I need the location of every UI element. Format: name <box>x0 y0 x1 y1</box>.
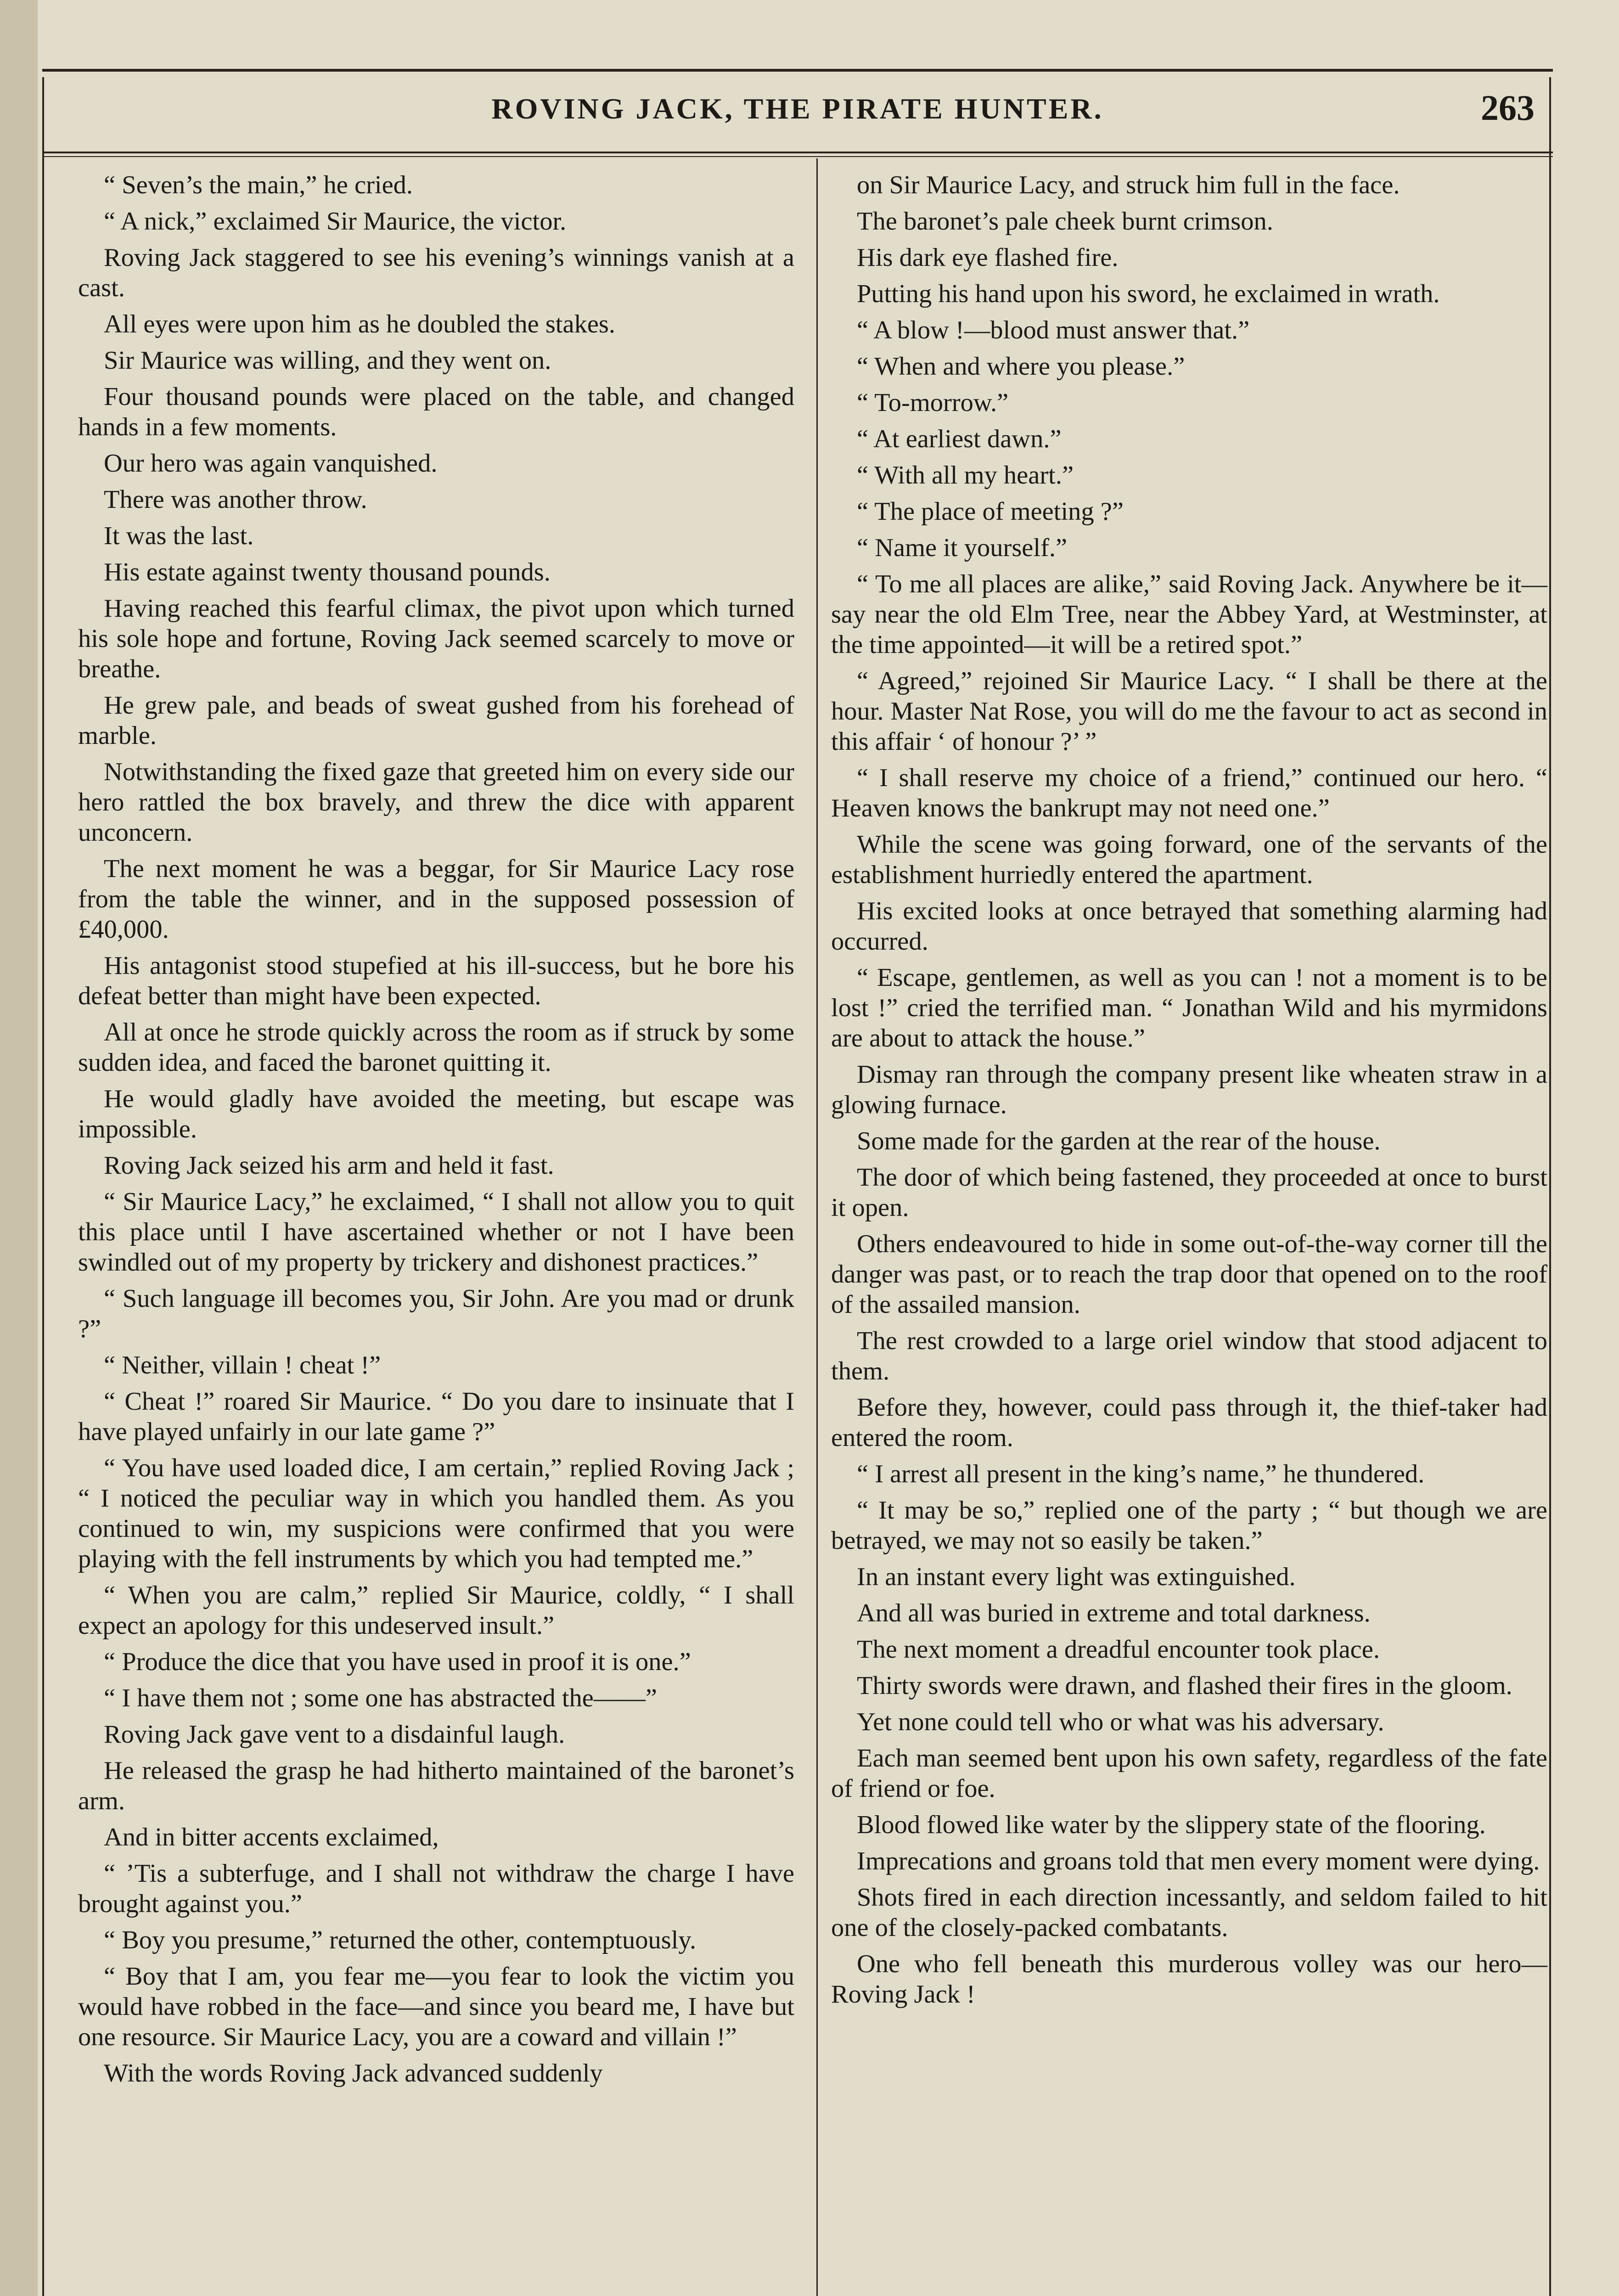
paragraph: “ I arrest all present in the king’s name,” he thundered. <box>857 1460 1425 1488</box>
paragraph: One who fell beneath this murderous volley was our hero—Roving Jack ! <box>831 1950 1547 2009</box>
paragraph: “ To me all places are alike,” said Roving Jack. Anywhere be it—say near the old Elm Tree, near the Abbey Yard, at Westminster, at the time appointed—it will be a retired spot.” <box>831 570 1547 659</box>
paragraph: “ I have them not ; some one has abstracted the——” <box>104 1684 657 1712</box>
left-column <box>78 170 794 2094</box>
right-column <box>831 170 1547 2015</box>
paragraph: The next moment a dreadful encounter took place. <box>857 1635 1380 1664</box>
paragraph: Sir Maurice was willing, and they went on. <box>104 346 551 375</box>
paragraph: “ Name it yourself.” <box>857 534 1068 562</box>
paragraph: Before they, however, could pass through it, the thief-taker had entered the room. <box>831 1393 1547 1452</box>
header-top-rule <box>42 69 1553 72</box>
paragraph: He released the grasp he had hitherto maintained of the baronet’s arm. <box>78 1756 794 1815</box>
paragraph: “ The place of meeting ?” <box>857 497 1124 526</box>
paragraph: “ I shall reserve my choice of a friend,” continued our hero. “ Heaven knows the bankrupt may not need one.” <box>831 764 1547 822</box>
paragraph: “ Boy that I am, you fear me—you fear to look the victim you would have robbed in the face—and since you beard me, I have but one resource. Sir Maurice Lacy, you are a coward and villain !” <box>78 1962 794 2051</box>
page-header <box>42 87 1553 142</box>
paragraph: Roving Jack gave vent to a disdainful laugh. <box>104 1720 565 1749</box>
paragraph: “ A blow !—blood must answer that.” <box>857 316 1250 344</box>
paragraph: Shots fired in each direction incessantly, and seldom failed to hit one of the closely-packed combatants. <box>831 1883 1547 1942</box>
paragraph: “ Escape, gentlemen, as well as you can ! not a moment is to be lost !” cried the terrified man. “ Jonathan Wild and his myrmidons are about to attack the house.” <box>831 963 1547 1052</box>
paragraph: Dismay ran through the company present like wheaten straw in a glowing furnace. <box>831 1060 1547 1119</box>
paragraph: “ Agreed,” rejoined Sir Maurice Lacy. “ I shall be there at the hour. Master Nat Rose, you will do me the favour to act as second in this affair ‘ of honour ?’ ” <box>831 667 1547 756</box>
paragraph: While the scene was going forward, one of the servants of the establishment hurriedly entered the apartment. <box>831 830 1547 889</box>
paragraph: “ Cheat !” roared Sir Maurice. “ Do you dare to insinuate that I have played unfairly in our late game ?” <box>78 1387 794 1446</box>
paragraph: “ Such language ill becomes you, Sir John. Are you mad or drunk ?” <box>78 1284 794 1343</box>
paragraph: And in bitter accents exclaimed, <box>104 1823 439 1851</box>
paragraph: The baronet’s pale cheek burnt crimson. <box>857 207 1273 236</box>
paragraph: He would gladly have avoided the meeting, but escape was impossible. <box>78 1085 794 1143</box>
paragraph: His estate against twenty thousand pounds. <box>104 558 551 586</box>
paragraph: The door of which being fastened, they proceeded at once to burst it open. <box>831 1163 1547 1222</box>
paragraph: The rest crowded to a large oriel window that stood adjacent to them. <box>831 1327 1547 1385</box>
paragraph: He grew pale, and beads of sweat gushed from his forehead of marble. <box>78 691 794 750</box>
paragraph: “ At earliest dawn.” <box>857 425 1062 453</box>
column-divider <box>816 158 818 2296</box>
paragraph: on Sir Maurice Lacy, and struck him full in the face. <box>857 171 1400 199</box>
paragraph: Some made for the garden at the rear of the house. <box>857 1127 1381 1155</box>
paragraph: With the words Roving Jack advanced suddenly <box>104 2059 603 2088</box>
header-rule <box>42 152 1553 157</box>
paragraph: “ When you are calm,” replied Sir Maurice, coldly, “ I shall expect an apology for this undeserved insult.” <box>78 1581 794 1640</box>
paragraph: Having reached this fearful climax, the pivot upon which turned his sole hope and fortune, Roving Jack seemed scarcely to move or breathe. <box>78 594 794 683</box>
paragraph: Others endeavoured to hide in some out-of-the-way corner till the danger was past, or to reach the trap door that opened on to the roof of the assailed mansion. <box>831 1230 1547 1319</box>
paragraph: In an instant every light was extinguished. <box>857 1563 1296 1591</box>
paragraph: “ To-morrow.” <box>857 388 1009 417</box>
paragraph: Thirty swords were drawn, and flashed their fires in the gloom. <box>857 1671 1512 1700</box>
paragraph: Blood flowed like water by the slippery state of the flooring. <box>857 1811 1486 1839</box>
paragraph: Yet none could tell who or what was his adversary. <box>857 1708 1384 1736</box>
paragraph: Roving Jack seized his arm and held it fast. <box>104 1151 554 1180</box>
paragraph: Putting his hand upon his sword, he exclaimed in wrath. <box>857 280 1440 308</box>
paragraph: His excited looks at once betrayed that something alarming had occurred. <box>831 897 1547 956</box>
paragraph: “ You have used loaded dice, I am certain,” replied Roving Jack ; “ I noticed the peculiar way in which you handled them. As you continued to win, my suspicions were confirmed that you were playing with the fell instruments by which you had tempted me.” <box>78 1454 794 1573</box>
paragraph: Imprecations and groans told that men every moment were dying. <box>857 1847 1540 1875</box>
paragraph: The next moment he was a beggar, for Sir Maurice Lacy rose from the table the winner, and in the supposed possession of £40,000. <box>78 855 794 944</box>
paragraph: “ Sir Maurice Lacy,” he exclaimed, “ I shall not allow you to quit this place until I have ascertained whether or not I have been swindled out of my property by trickery and dishonest practices.” <box>78 1187 794 1277</box>
paragraph: “ When and where you please.” <box>857 352 1185 381</box>
paragraph: “ Boy you presume,” returned the other, contemptuously. <box>104 1926 697 1954</box>
paragraph: His dark eye flashed fire. <box>857 243 1119 272</box>
paragraph: “ It may be so,” replied one of the party ; “ but though we are betrayed, we may not so easily be taken.” <box>831 1496 1547 1555</box>
paragraph: Four thousand pounds were placed on the table, and changed hands in a few moments. <box>78 383 794 441</box>
paragraph: “ Neither, villain ! cheat !” <box>104 1351 381 1379</box>
paragraph: Roving Jack staggered to see his evening’s winnings vanish at a cast. <box>78 243 794 302</box>
paragraph: “ With all my heart.” <box>857 461 1074 490</box>
paragraph: It was the last. <box>104 522 254 550</box>
paragraph: “ ’Tis a subterfuge, and I shall not withdraw the charge I have brought against you.” <box>78 1859 794 1918</box>
paragraph: There was another throw. <box>104 485 367 514</box>
paragraph: Our hero was again vanquished. <box>104 449 438 478</box>
paragraph: All at once he strode quickly across the room as if struck by some sudden idea, and faced the baronet quitting it. <box>78 1018 794 1077</box>
paragraph: His antagonist stood stupefied at his ill-success, but he bore his defeat better than might have been expected. <box>78 951 794 1010</box>
paragraph: “ Produce the dice that you have used in proof it is one.” <box>104 1648 691 1676</box>
paragraph: “ Seven’s the main,” he cried. <box>104 171 413 199</box>
paragraph: Each man seemed bent upon his own safety, regardless of the fate of friend or foe. <box>831 1744 1547 1803</box>
page-margin <box>0 0 38 2296</box>
paragraph: All eyes were upon him as he doubled the stakes. <box>104 310 616 338</box>
paragraph: And all was buried in extreme and total darkness. <box>857 1599 1371 1627</box>
running-title: ROVING JACK, THE PIRATE HUNTER. <box>491 92 1104 125</box>
paragraph: “ A nick,” exclaimed Sir Maurice, the victor. <box>104 207 567 236</box>
paragraph: Notwithstanding the fixed gaze that greeted him on every side our hero rattled the box bravely, and threw the dice with apparent unconcern. <box>78 758 794 847</box>
page-number: 263 <box>1481 88 1535 128</box>
